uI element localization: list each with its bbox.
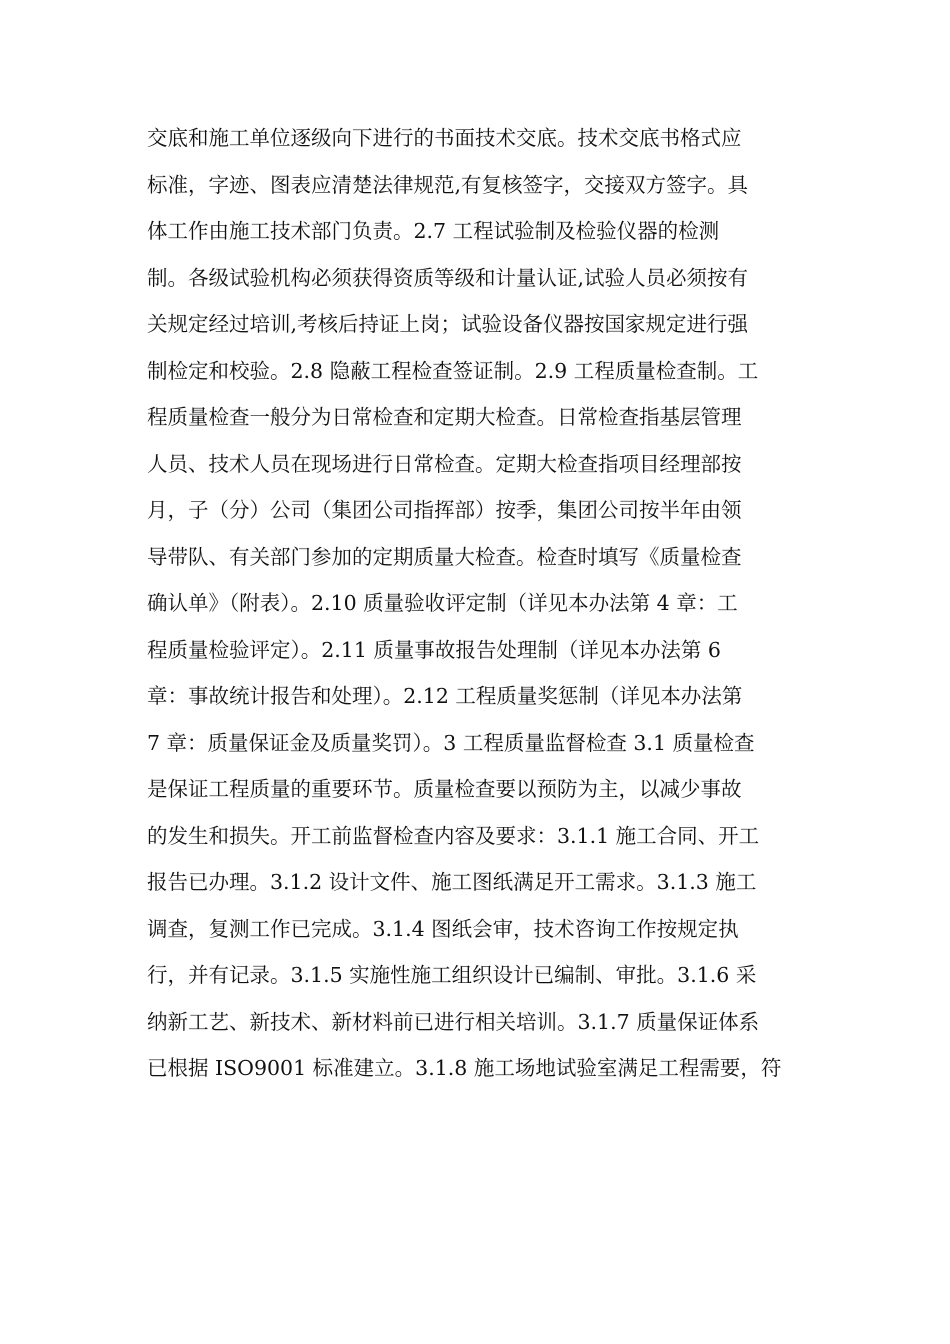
text-line-13: 章：事故统计报告和处理）。2.12 工程质量奖惩制（详见本办法第	[147, 684, 743, 708]
text-line-18: 调查，复测工作已完成。3.1.4 图纸会审，技术咨询工作按规定执	[147, 916, 739, 941]
text-line-12: 程质量检验评定）。2.11 质量事故报告处理制（详见本办法第 6	[147, 637, 721, 662]
text-line-21: 已根据 ISO9001 标准建立。3.1.8 施工场地试验室满足工程需要，符	[147, 1056, 782, 1080]
text-line-4: 制。各级试验机构必须获得资质等级和计量认证,试验人员必须按有	[147, 265, 749, 290]
text-line-14: 7 章：质量保证金及质量奖罚）。3 工程质量监督检查 3.1 质量检查	[147, 730, 755, 755]
text-line-1: 交底和施工单位逐级向下进行的书面技术交底。技术交底书格式应	[147, 126, 742, 150]
text-line-11: 确认单》（附表）。2.10 质量验收评定制（详见本办法第 4 章：工	[147, 591, 738, 615]
text-line-9: 月，子（分）公司（集团公司指挥部）按季，集团公司按半年由领	[147, 498, 742, 522]
text-line-8: 人员、技术人员在现场进行日常检查。定期大检查指项目经理部按	[147, 451, 742, 476]
text-line-2: 标准，字迹、图表应清楚法律规范,有复核签字，交接双方签字。具	[147, 172, 749, 197]
body-text	[147, 115, 807, 1092]
text-line-10: 导带队、有关部门参加的定期质量大检查。检查时填写《质量检查	[147, 544, 742, 569]
text-line-16: 的发生和损失。开工前监督检查内容及要求：3.1.1 施工合同、开工	[147, 823, 760, 848]
text-line-6: 制检定和校验。2.8 隐蔽工程检查签证制。2.9 工程质量检查制。工	[147, 358, 759, 383]
text-line-15: 是保证工程质量的重要环节。质量检查要以预防为主，以减少事故	[147, 777, 742, 801]
text-line-17: 报告已办理。3.1.2 设计文件、施工图纸满足开工需求。3.1.3 施工	[147, 870, 757, 894]
text-line-7: 程质量检查一般分为日常检查和定期大检查。日常检查指基层管理	[147, 405, 742, 429]
text-line-20: 纳新工艺、新技术、新材料前已进行相关培训。3.1.7 质量保证体系	[147, 1009, 760, 1034]
text-line-19: 行，并有记录。3.1.5 实施性施工组织设计已编制、审批。3.1.6 采	[147, 963, 757, 987]
text-line-3: 体工作由施工技术部门负责。2.7 工程试验制及检验仪器的检测	[147, 219, 720, 243]
text-line-5: 关规定经过培训,考核后持证上岗；试验设备仪器按国家规定进行强	[147, 312, 749, 336]
